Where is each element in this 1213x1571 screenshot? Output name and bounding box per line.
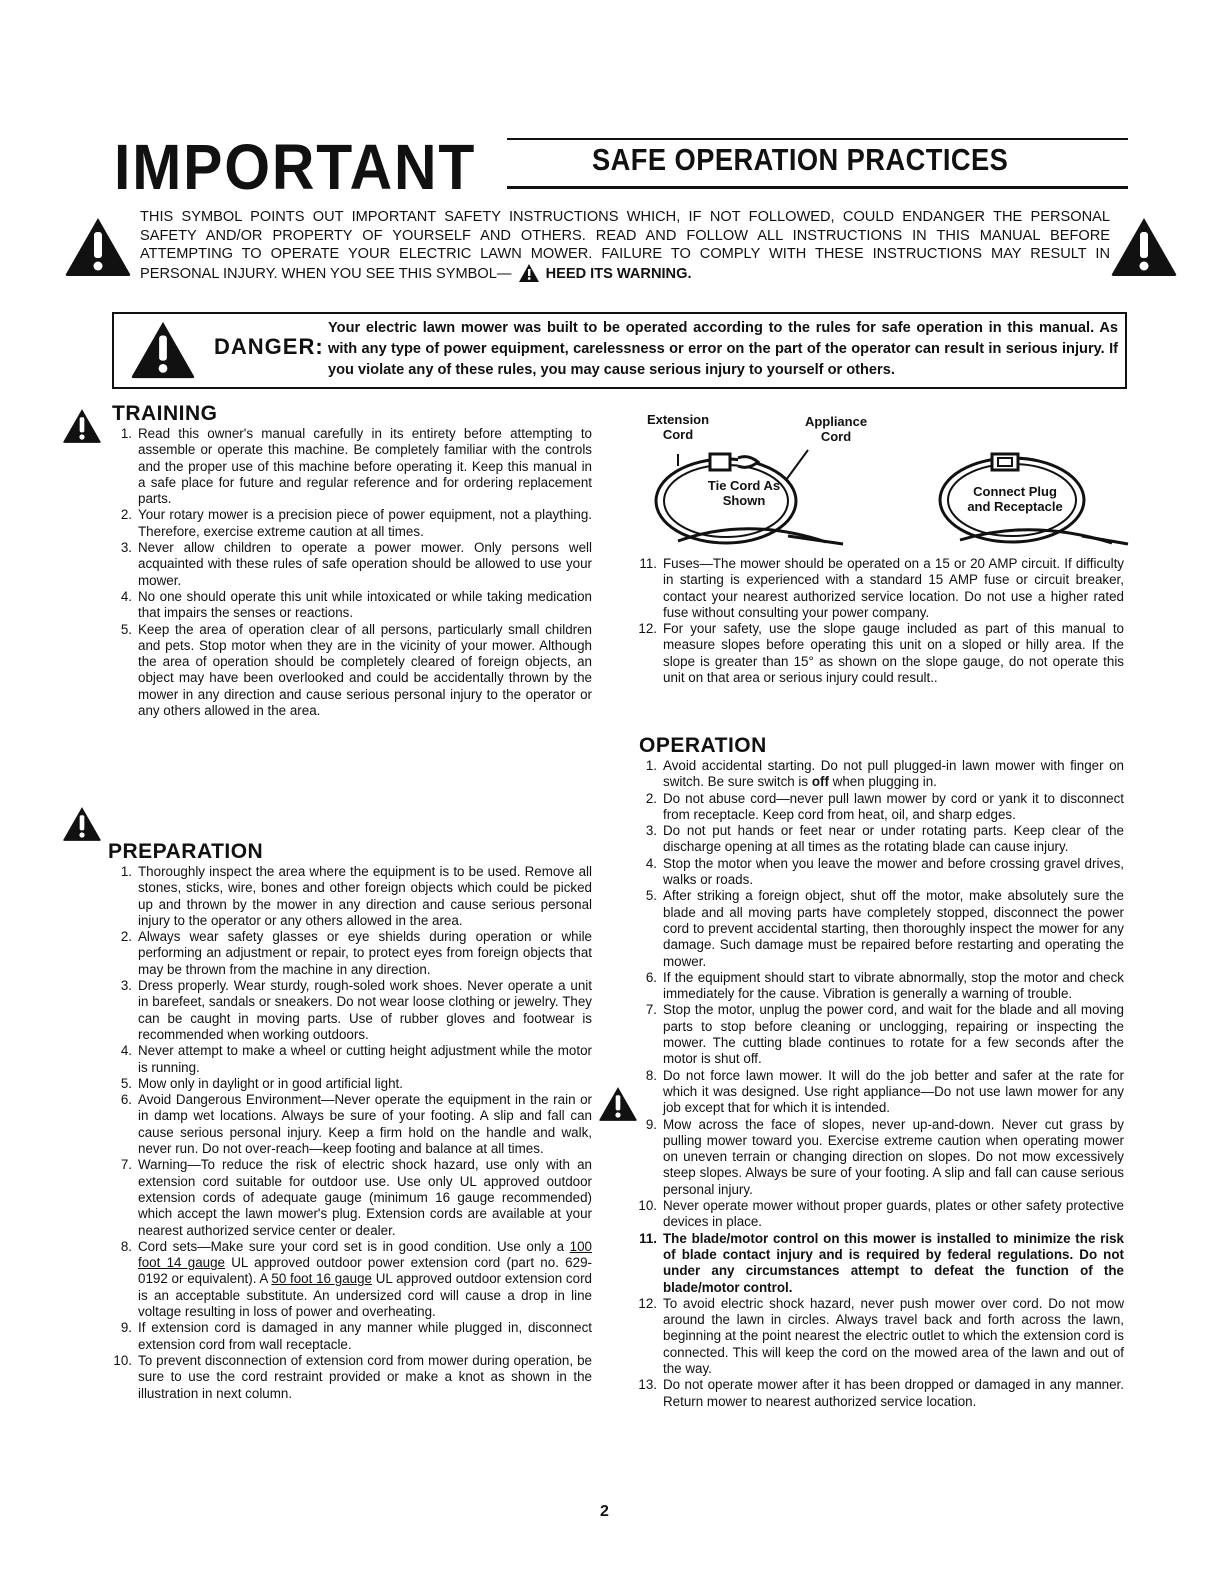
- list-item: 3. Never allow children to operate a power mower. Only persons well acquainted with these rules of safe operation should be allowed to use your mower.: [120, 540, 592, 588]
- warning-icon: [64, 216, 132, 278]
- warning-icon: [62, 806, 102, 842]
- figure-label-appliance-cord: Appliance Cord: [804, 414, 868, 444]
- list-item: 2. Do not abuse cord—never pull lawn mower by cord or yank it to disconnect from receptacle. Keep cord from heat, oil, and sharp edges.: [645, 790, 1124, 822]
- heed-warning-text: HEED ITS WARNING.: [545, 265, 692, 282]
- list-item: 5. After striking a foreign object, shut off the motor, make absolutely sure the blade and all moving parts have completely stopped, disconnect the power cord to prevent accidental starting, then thoroughly inspect the mower for any damage. Such damage must be repaired before restarting and operating the mower.: [645, 888, 1124, 969]
- list-item: 6. Avoid Dangerous Environment—Never operate the equipment in the rain or in damp wet locations. Always be sure of your footing. A slip and fall can cause serious personal injury. Keep a firm hold on the handle and walk, never run. Do not over-reach—keep footing and balance at all times.: [120, 1092, 592, 1157]
- section-subtitle: SAFE OPERATION PRACTICES: [592, 142, 1009, 177]
- list-item: 10. Never operate mower without proper guards, plates or other safety protective devices in place.: [638, 1198, 1124, 1230]
- danger-text: Your electric lawn mower was built to be operated according to the rules for safe operation in this manual. As with any type of power equipment, carelessness or error on the part of the operator can result in serious injury. If you violate any of these rules, you may cause serious injury to yourself or others.: [328, 320, 1118, 378]
- training-section: [112, 402, 592, 719]
- list-item: 11. The blade/motor control on this mower is installed to minimize the risk of blade contact injury and is required by federal regulations. Do not under any circumstances attempt to defeat the function of the blade/motor control.: [639, 1230, 1124, 1295]
- figure-label-connect-plug: Connect Plug and Receptacle: [967, 484, 1063, 514]
- list-item: 2. Your rotary mower is a precision piece of power equipment, not a plaything. Therefore, exercise extreme caution at all times.: [120, 507, 592, 539]
- list-item: 11. Fuses—The mower should be operated on a 15 or 20 AMP circuit. If difficulty in starting is experienced with a standard 15 AMP fuse or circuit breaker, contact your nearest authorized service location. Do not use a higher rated fuse without consulting your power company.: [639, 556, 1124, 620]
- list-item: 2. Always wear safety glasses or eye shields during operation or while performing an adjustment or repair, to protect eyes from foreign objects that may be thrown from the machine in any direction.: [120, 929, 592, 977]
- preparation-continued: [637, 556, 1124, 686]
- list-item: 1. Thoroughly inspect the area where the equipment is to be used. Remove all stones, sticks, wire, bones and other foreign objects which could be picked up and thrown by the mower in any direction and cause serious personal injury to the operator or any others allowed in the area.: [120, 864, 592, 928]
- danger-box: [112, 312, 1127, 389]
- header-rule-top: [507, 138, 1128, 140]
- danger-label: DANGER:: [214, 334, 324, 359]
- preparation-section: [108, 840, 592, 1402]
- list-item: 12. To avoid electric shock hazard, never push mower over cord. Do not mow around the lawn in circles. Always travel back and forth across the lawn, beginning at the point nearest the electric outlet to which the extension cord is connected. This will keep the cord on the mowed area of the lawn and out of the way.: [638, 1295, 1124, 1376]
- list-item: 10. To prevent disconnection of extension cord from mower during operation, be sure to use the cord restraint provided or make a knot as shown in the illustration in next column.: [113, 1352, 592, 1401]
- list-item: 1. Read this owner's manual carefully in its entirety before attempting to assemble or operate this machine. Be completely familiar with the controls and the proper use of this machine before operating it. Keep this manual in a safe place for future and regular reference and for ordering replacement parts.: [120, 426, 592, 507]
- important-title: IMPORTANT: [114, 131, 477, 203]
- list-item: 3. Dress properly. Wear sturdy, rough-soled work shoes. Never operate a unit in barefeet, sandals or sneakers. Do not wear loose clothing or jewelry. They can be caught in moving parts. Use of rubber gloves and footwear is recommended when working outdoors.: [120, 978, 592, 1042]
- list-item: 5. Mow only in daylight or in good artificial light.: [120, 1075, 403, 1091]
- list-item: 3. Do not put hands or feet near or under rotating parts. Keep clear of the discharge opening at all times as the rotating blade can cause injury.: [645, 823, 1124, 855]
- warning-icon: [1110, 216, 1178, 278]
- operation-title: OPERATION: [639, 734, 767, 757]
- list-item: 6. If the equipment should start to vibrate abnormally, stop the motor and check immediately for the cause. Vibration is generally a warning of trouble.: [645, 969, 1124, 1002]
- intro-paragraph: [140, 208, 1110, 287]
- training-title: TRAINING: [112, 402, 218, 425]
- intro-text: THIS SYMBOL POINTS OUT IMPORTANT SAFETY INSTRUCTIONS WHICH, IF NOT FOLLOWED, COULD ENDANGER THE PERSONAL SAFETY AND/OR PROPERTY OF YOURSELF AND OTHERS. READ AND FOLLOW ALL INSTRUCTIONS IN THIS MANUAL BEFORE ATTEMPTING TO OPERATE YOUR ELECTRIC LAWN MOWER. FAILURE TO COMPLY WITH THESE INSTRUCTIONS MAY RESULT IN PERSONAL INJURY. WHEN YOU SEE THIS SYMBOL—: [140, 209, 1110, 282]
- warning-icon: [598, 1086, 638, 1122]
- list-item: 12. For your safety, use the slope gauge included as part of this manual to measure slopes before operating this unit on a sloped or hilly area. If the slope is greater than 15° as shown on the slope gauge, do not operate this unit on that area or serious injury could result..: [638, 621, 1124, 686]
- warning-icon: [519, 264, 539, 288]
- list-item: 8. Do not force lawn mower. It will do the job better and safer at the rate for which it was designed. Use right appliance—Do not use lawn mower for any job except that for which it is intended.: [645, 1067, 1124, 1116]
- operation-section: [637, 734, 1124, 1410]
- preparation-title: PREPARATION: [108, 840, 264, 863]
- list-item: 4. Never attempt to make a wheel or cutting height adjustment while the motor is running.: [120, 1043, 592, 1075]
- list-item: 5. Keep the area of operation clear of all persons, particularly small children and pets. Stop motor when they are in the vicinity of your mower. Although the area of operation should be completely cleared of foreign objects, an object may have been overlooked and could be accidentally thrown by the mower in any direction and cause serious personal injury to the operator or any others allowed in the area.: [120, 621, 592, 719]
- warning-icon: [62, 408, 102, 444]
- list-item: 7. Stop the motor, unplug the power cord, and wait for the blade and all moving parts to stop before cleaning or unclogging, repairing or inspecting the mower. The cutting blade continues to rotate for a few seconds after the motor is shut off.: [645, 1002, 1124, 1067]
- list-item: 9. Mow across the face of slopes, never up-and-down. Never cut grass by pulling mower toward you. Exercise extreme caution when operating mower on uneven terrain or changing direction on slopes. Do not mow excessively steep slopes. Always be sure of your footing. A slip and fall can cause serious personal injury.: [645, 1116, 1124, 1197]
- page-number: 2: [600, 1503, 609, 1520]
- list-item: 4. No one should operate this unit while intoxicated or while taking medication that impairs the senses or reactions.: [120, 588, 592, 621]
- header-rule-bottom: [507, 186, 1128, 189]
- warning-icon: [130, 320, 196, 380]
- list-item: 1. Avoid accidental starting. Do not pull plugged-in lawn mower with finger on switch. Be sure switch is off when plugging in.: [645, 758, 1124, 790]
- list-item: 8. Cord sets—Make sure your cord set is in good condition. Use only a 100 foot 14 gauge UL approved outdoor power extension cord (part no. 629-0192 or equivalent). A 50 foot 16 gauge UL approved outdoor extension cord is an acceptable substitute. An undersized cord will cause a drop in line voltage resulting in loss of power and overheating.: [120, 1238, 592, 1320]
- list-item: 9. If extension cord is damaged in any manner while plugged in, disconnect extension cord from wall receptacle.: [120, 1320, 592, 1352]
- list-item: 13. Do not operate mower after it has been dropped or damaged in any manner. Return mower to nearest authorized service location.: [638, 1377, 1124, 1409]
- list-item: 7. Warning—To reduce the risk of electric shock hazard, use only with an extension cord suitable for outdoor use. Use only UL approved outdoor extension cords of adequate gauge (minimum 16 gauge recommended) which accept the lawn mower's plug. Extension cords are available at your nearest authorized service center or dealer.: [120, 1157, 592, 1238]
- figure-label-extension-cord: Extension Cord: [646, 412, 710, 442]
- figure-label-tie-cord: Tie Cord As Shown: [707, 478, 781, 508]
- list-item: 4. Stop the motor when you leave the mower and before crossing gravel drives, walks or roads.: [645, 855, 1124, 888]
